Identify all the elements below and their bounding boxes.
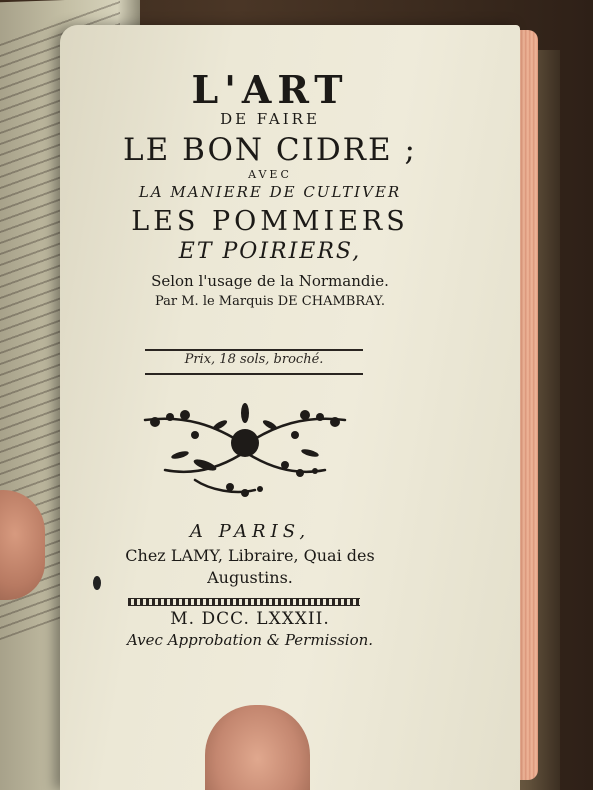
price-rule-bottom (145, 373, 363, 375)
imprint-block (95, 520, 405, 588)
decorative-rule (128, 598, 360, 606)
thumb-bottom (205, 705, 310, 790)
title-line-art: L'ART (191, 67, 349, 112)
imprint-city: A PARIS, (189, 521, 311, 542)
price-line: Prix, 18 sols, broché. (184, 352, 324, 367)
title-line-poiriers: ET POIRIERS, (178, 239, 362, 264)
imprint-publisher-line2: Augustins. (207, 568, 293, 587)
title-line-avec: AVEC (248, 168, 292, 181)
title-line-de-faire: DE FAIRE (220, 110, 320, 128)
title-block (70, 67, 470, 312)
date-block (95, 608, 405, 650)
author-line: Par M. le Marquis DE CHAMBRAY. (154, 294, 386, 309)
title-line-maniere: LA MANIERE DE CULTIVER (138, 183, 402, 201)
floral-ornament-icon (135, 395, 355, 505)
publication-year: M. DCC. LXXXII. (170, 609, 330, 629)
title-line-pommiers: LES POMMIERS (131, 206, 409, 237)
title-line-bon-cidre: LE BON CIDRE ; (123, 132, 417, 168)
imprint-publisher-line1: Chez LAMY, Libraire, Quai des (125, 546, 375, 565)
approval-line: Avec Approbation & Permission. (126, 631, 374, 649)
ink-blot (93, 576, 101, 590)
price-rule-top (145, 349, 363, 351)
title-line-selon: Selon l'usage de la Normandie. (151, 272, 389, 290)
